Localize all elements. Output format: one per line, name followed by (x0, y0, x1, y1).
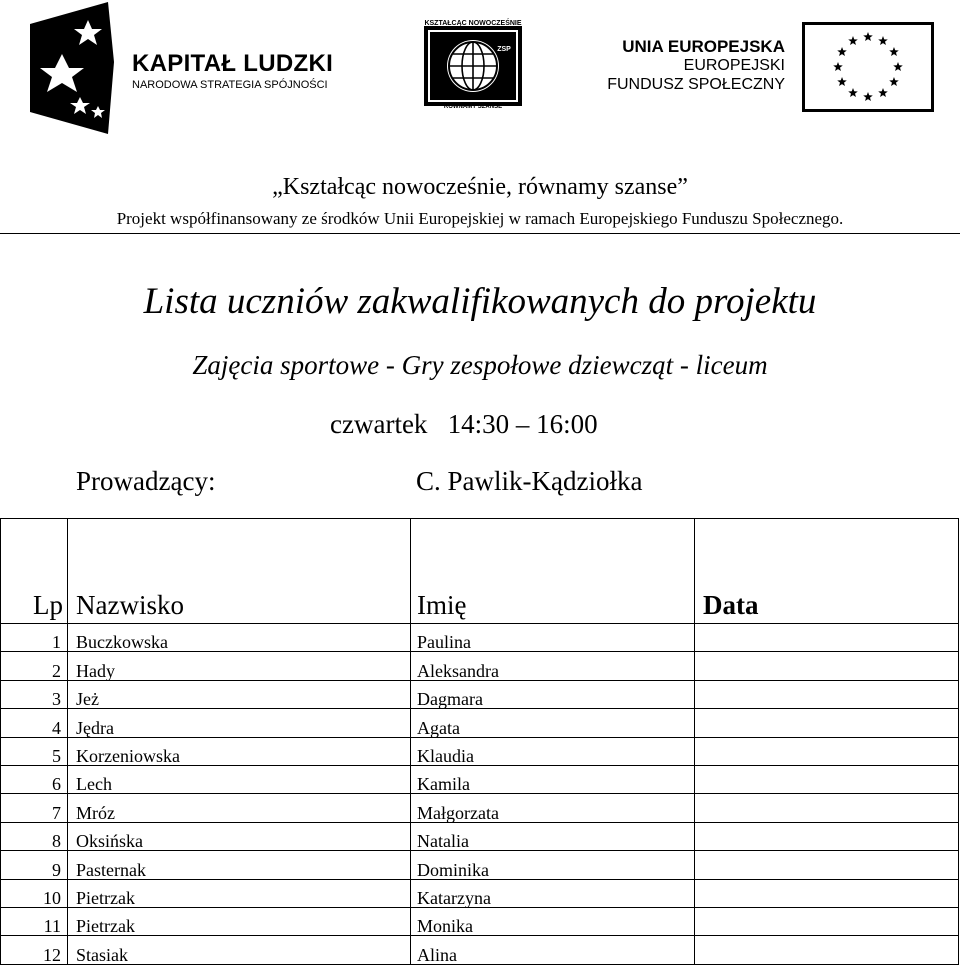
header-lp: Lp (1, 519, 68, 624)
row-name: Paulina (411, 624, 695, 652)
schedule-text: czwartek 14:30 – 16:00 (330, 409, 598, 439)
header-divider (0, 233, 960, 234)
row-date (695, 879, 959, 907)
row-name: Katarzyna (411, 879, 695, 907)
header-date: Data (695, 519, 959, 624)
row-surname: Hady (68, 652, 411, 680)
row-name: Aleksandra (411, 652, 695, 680)
row-name: Małgorzata (411, 794, 695, 822)
table-row (1, 822, 959, 850)
row-name: Dominika (411, 851, 695, 879)
row-number: 9 (1, 851, 68, 879)
kapital-ludzki-subtitle: NARODOWA STRATEGIA SPÓJNOŚCI (132, 79, 328, 91)
row-name: Alina (411, 936, 695, 964)
row-number: 8 (1, 822, 68, 850)
row-surname: Stasiak (68, 936, 411, 964)
row-name: Dagmara (411, 680, 695, 708)
row-number: 7 (1, 794, 68, 822)
table-row (1, 907, 959, 935)
eu-line-1: UNIA EUROPEJSKA (622, 37, 785, 56)
table-header-row (1, 519, 959, 624)
row-number: 10 (1, 879, 68, 907)
instructor-name: C. Pawlik-Kądziołka (416, 466, 643, 496)
row-date (695, 680, 959, 708)
row-date (695, 737, 959, 765)
eu-fund-text (607, 37, 785, 94)
table-row (1, 624, 959, 652)
table-row (1, 709, 959, 737)
row-number: 4 (1, 709, 68, 737)
project-funding-line: Projekt współfinansowany ze środków Unii Europejskiej w ramach Europejskiego Funduszu Społecznego. (116, 209, 844, 228)
row-number: 11 (1, 907, 68, 935)
eu-line-2: EUROPEJSKI (683, 57, 785, 74)
row-surname: Oksińska (68, 822, 411, 850)
row-name: Klaudia (411, 737, 695, 765)
kapital-ludzki-name: KAPITAŁ LUDZKI (132, 50, 334, 77)
table-row (1, 652, 959, 680)
row-number: 6 (1, 765, 68, 793)
row-date (695, 652, 959, 680)
row-number: 12 (1, 936, 68, 964)
table-row (1, 879, 959, 907)
logo-bar (0, 0, 960, 150)
row-date (695, 765, 959, 793)
row-surname: Jędra (68, 709, 411, 737)
row-date (695, 936, 959, 964)
row-surname: Pietrzak (68, 907, 411, 935)
row-surname: Jeż (68, 680, 411, 708)
table-row (1, 851, 959, 879)
zsp-badge: ZSP (497, 46, 511, 53)
row-date (695, 709, 959, 737)
table-row (1, 936, 959, 964)
row-name: Natalia (411, 822, 695, 850)
instructor-label: Prowadzący: (76, 466, 216, 496)
row-name: Monika (411, 907, 695, 935)
document-title: Lista uczniów zakwalifikowanych do projektu (143, 281, 817, 322)
table-row (1, 737, 959, 765)
table-row (1, 765, 959, 793)
row-date (695, 794, 959, 822)
row-name: Kamila (411, 765, 695, 793)
eu-flag-icon (802, 22, 934, 112)
document-subtitle: Zajęcia sportowe - Gry zespołowe dziewcząt - liceum (192, 350, 768, 380)
ksztalcac-nowoczesnie-logo (424, 18, 522, 114)
row-surname: Pietrzak (68, 879, 411, 907)
row-number: 5 (1, 737, 68, 765)
ksztalcac-logo-top: KSZTAŁCĄC NOWOCZEŚNIE (424, 20, 522, 27)
row-surname: Pasternak (68, 851, 411, 879)
row-number: 2 (1, 652, 68, 680)
row-date (695, 907, 959, 935)
table-row (1, 794, 959, 822)
header-name: Imię (411, 519, 695, 624)
header-surname: Nazwisko (68, 519, 411, 624)
student-list-table (0, 518, 959, 965)
row-date (695, 624, 959, 652)
row-date (695, 822, 959, 850)
row-surname: Korzeniowska (68, 737, 411, 765)
row-surname: Mróz (68, 794, 411, 822)
row-date (695, 851, 959, 879)
eu-line-3: FUNDUSZ SPOŁECZNY (607, 76, 785, 93)
row-number: 1 (1, 624, 68, 652)
row-surname: Buczkowska (68, 624, 411, 652)
ksztalcac-logo-bottom: RÓWNAMY SZANSE (443, 104, 503, 110)
project-motto: „Kształcąc nowocześnie, równamy szanse” (272, 174, 688, 200)
row-name: Agata (411, 709, 695, 737)
table-row (1, 680, 959, 708)
row-surname: Lech (68, 765, 411, 793)
row-number: 3 (1, 680, 68, 708)
